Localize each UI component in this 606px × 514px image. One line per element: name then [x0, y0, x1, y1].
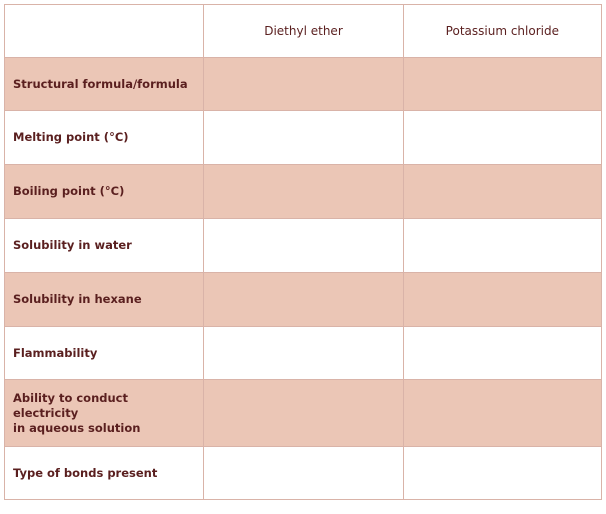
row-label-text: Solubility in water [13, 238, 132, 252]
header-row [5, 5, 602, 58]
row-label-conductivity [5, 380, 204, 447]
row-label-melting-point [5, 111, 204, 165]
answer-cell-diethyl-ether[interactable] [204, 58, 403, 111]
answer-cell-potassium-chloride[interactable] [403, 447, 601, 500]
answer-cell-diethyl-ether[interactable] [204, 380, 403, 447]
row-label-text: Boiling point (°C) [13, 184, 125, 198]
table-row [5, 380, 602, 447]
column-header-potassium-chloride: Potassium chloride [403, 5, 601, 58]
answer-cell-diethyl-ether[interactable] [204, 165, 403, 219]
answer-cell-potassium-chloride[interactable] [403, 219, 601, 273]
answer-cell-diethyl-ether[interactable] [204, 327, 403, 380]
table-row [5, 447, 602, 500]
table-row [5, 273, 602, 327]
row-label-text-line2: in aqueous solution [13, 420, 141, 435]
answer-cell-diethyl-ether[interactable] [204, 273, 403, 327]
answer-cell-potassium-chloride[interactable] [403, 165, 601, 219]
answer-cell-potassium-chloride[interactable] [403, 327, 601, 380]
answer-cell-diethyl-ether[interactable] [204, 447, 403, 500]
row-label-boiling-point [5, 165, 204, 219]
row-label-bond-types [5, 447, 204, 500]
row-label-text: Solubility in hexane [13, 292, 142, 306]
answer-cell-potassium-chloride[interactable] [403, 58, 601, 111]
row-label-solubility-water [5, 219, 204, 273]
column-header-diethyl-ether: Diethyl ether [204, 5, 403, 58]
answer-cell-potassium-chloride[interactable] [403, 273, 601, 327]
row-label-flammability [5, 327, 204, 380]
row-label-text: Structural formula/formula [13, 76, 188, 91]
table-row [5, 219, 602, 273]
answer-cell-potassium-chloride[interactable] [403, 380, 601, 447]
table-row [5, 165, 602, 219]
table-row [5, 327, 602, 380]
answer-cell-diethyl-ether[interactable] [204, 111, 403, 165]
table-row [5, 58, 602, 111]
row-label-text: Type of bonds present [13, 465, 158, 480]
table-row [5, 111, 602, 165]
row-label-structural-formula [5, 58, 204, 111]
row-label-text-line1: Ability to conduct electricity [13, 390, 128, 420]
row-label-solubility-hexane [5, 273, 204, 327]
comparison-table [4, 4, 602, 500]
row-label-text: Melting point (°C) [13, 130, 129, 144]
answer-cell-potassium-chloride[interactable] [403, 111, 601, 165]
row-label-text: Flammability [13, 345, 98, 360]
answer-cell-diethyl-ether[interactable] [204, 219, 403, 273]
corner-cell [5, 5, 204, 58]
